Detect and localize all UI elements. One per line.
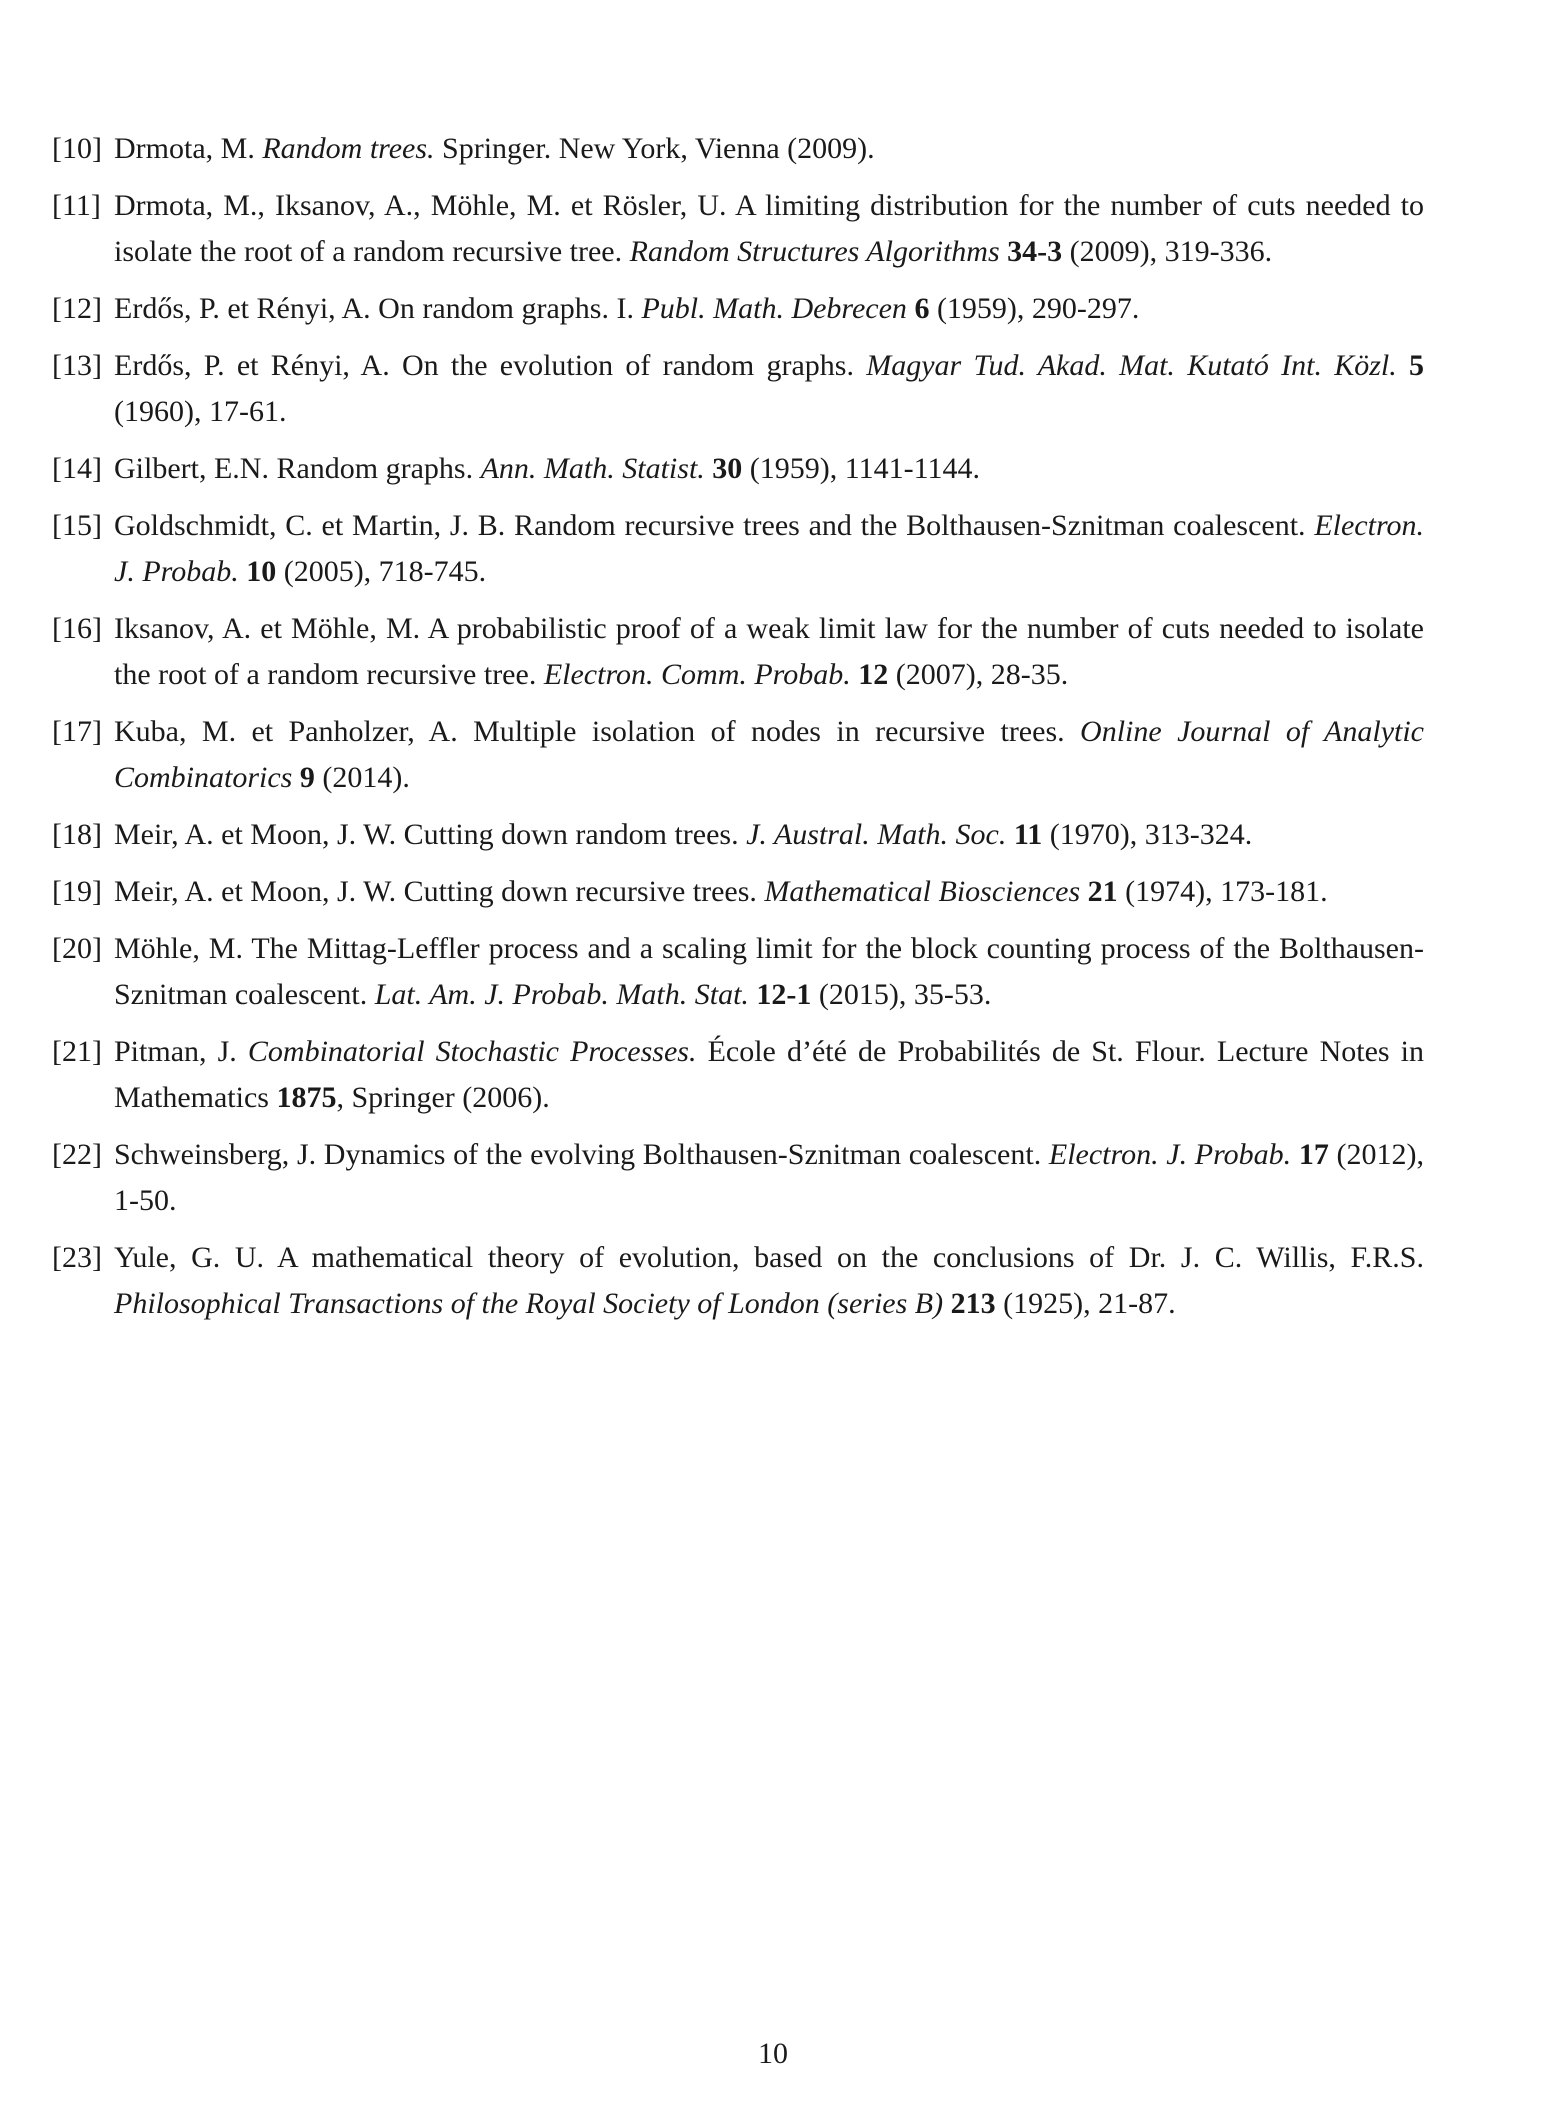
reference-entry	[52, 606, 1424, 698]
reference-volume: 17	[1298, 1138, 1329, 1171]
reference-number: [13]	[52, 349, 102, 382]
reference-journal-title: Magyar Tud. Akad. Mat. Kutató Int. Közl.	[866, 349, 1397, 382]
reference-volume: 30	[712, 452, 743, 485]
reference-text: Meir, A. et Moon, J. W. Cutting down random trees.	[114, 818, 747, 851]
reference-entry	[52, 126, 1424, 172]
reference-volume: 6	[914, 292, 930, 325]
reference-journal-title: J. Austral. Math. Soc.	[746, 818, 1007, 851]
reference-text: Goldschmidt, C. et Martin, J. B. Random recursive trees and the Bolthausen-Sznitman coalescent.	[114, 509, 1315, 542]
reference-text: (2014).	[314, 761, 410, 794]
reference-volume: 11	[1013, 818, 1043, 851]
reference-volume: 12-1	[756, 978, 812, 1011]
reference-number: [16]	[52, 612, 102, 645]
reference-text	[1291, 1138, 1299, 1171]
reference-number: [14]	[52, 452, 102, 485]
reference-text: Schweinsberg, J. Dynamics of the evolving Bolthausen-Sznitman coalescent.	[114, 1138, 1049, 1171]
reference-text: Springer. New York, Vienna (2009).	[434, 132, 875, 165]
reference-entry	[52, 446, 1424, 492]
page-number: 10	[758, 2037, 788, 2070]
reference-journal-title: Random trees.	[262, 132, 435, 165]
reference-text: (2015), 35-53.	[811, 978, 992, 1011]
reference-number: [11]	[52, 189, 101, 222]
reference-text: (1925), 21-87.	[995, 1287, 1176, 1320]
reference-journal-title: Electron. J. Probab.	[1048, 1138, 1292, 1171]
reference-text	[943, 1287, 951, 1320]
reference-number: [19]	[52, 875, 102, 908]
reference-text: (2012), 1-50.	[114, 1138, 1425, 1217]
reference-entry	[52, 1132, 1424, 1224]
reference-text: , Springer (2006).	[336, 1081, 550, 1114]
reference-text: (1959), 290-297.	[929, 292, 1140, 325]
reference-text: (1959), 1141-1144.	[742, 452, 981, 485]
reference-text: Möhle, M. The Mittag-Leffler process and a scaling limit for the block counting process of the Bolthausen-Sznitman coalescent.	[114, 932, 1424, 1011]
reference-number: [23]	[52, 1241, 102, 1274]
reference-entry	[52, 503, 1424, 595]
reference-text: Drmota, M.	[114, 132, 263, 165]
reference-number: [12]	[52, 292, 102, 325]
reference-entry	[52, 926, 1424, 1018]
reference-volume: 9	[299, 761, 315, 794]
reference-journal-title: Electron. Comm. Probab.	[543, 658, 851, 691]
reference-journal-title: Publ. Math. Debrecen	[641, 292, 907, 325]
reference-volume: 5	[1409, 349, 1424, 382]
reference-volume: 12	[858, 658, 889, 691]
reference-text	[1080, 875, 1088, 908]
reference-text: Gilbert, E.N. Random graphs.	[114, 452, 481, 485]
reference-text	[1397, 349, 1409, 382]
reference-number: [10]	[52, 132, 102, 165]
reference-journal-title: Mathematical Biosciences	[764, 875, 1081, 908]
reference-text	[1006, 818, 1014, 851]
reference-journal-title: Electron. J. Probab.	[114, 509, 1424, 588]
reference-text: Iksanov, A. et Möhle, M. A probabilistic proof of a weak limit law for the number of cuts needed to isolate the root of a random recursive tree.	[114, 612, 1424, 691]
reference-entry	[52, 869, 1424, 915]
reference-text: (2007), 28-35.	[888, 658, 1069, 691]
reference-entry	[52, 183, 1424, 275]
reference-text: Erdős, P. et Rényi, A. On random graphs. I.	[114, 292, 642, 325]
reference-volume: 34-3	[1007, 235, 1063, 268]
reference-text: (1960), 17-61.	[114, 395, 287, 428]
reference-journal-title: Random Structures Algorithms	[629, 235, 1000, 268]
reference-text: (2009), 319-336.	[1062, 235, 1273, 268]
reference-text: Kuba, M. et Panholzer, A. Multiple isolation of nodes in recursive trees.	[114, 715, 1081, 748]
reference-entry	[52, 343, 1424, 435]
reference-journal-title: Online Journal of Analytic Combinatorics	[114, 715, 1424, 794]
reference-text	[292, 761, 300, 794]
reference-number: [17]	[52, 715, 102, 748]
reference-entry	[52, 1235, 1424, 1327]
reference-journal-title: Lat. Am. J. Probab. Math. Stat.	[374, 978, 749, 1011]
reference-entry	[52, 709, 1424, 801]
reference-entry	[52, 1029, 1424, 1121]
reference-text: (1970), 313-324.	[1042, 818, 1253, 851]
reference-volume: 21	[1087, 875, 1118, 908]
reference-entry	[52, 812, 1424, 858]
reference-text: (2005), 718-745.	[276, 555, 487, 588]
reference-number: [22]	[52, 1138, 102, 1171]
reference-journal-title: Combinatorial Stochastic Processes.	[247, 1035, 697, 1068]
reference-volume: 10	[246, 555, 277, 588]
reference-volume: 1875	[276, 1081, 337, 1114]
reference-number: [15]	[52, 509, 102, 542]
reference-text: Yule, G. U. A mathematical theory of evolution, based on the conclusions of Dr. J. C. Willis, F.R.S.	[114, 1241, 1424, 1274]
bibliography-list	[52, 126, 1424, 1338]
reference-text: Drmota, M., Iksanov, A., Möhle, M. et Rösler, U. A limiting distribution for the number of cuts needed to isolate the root of a random recursive tree.	[114, 189, 1424, 268]
reference-text: Meir, A. et Moon, J. W. Cutting down recursive trees.	[114, 875, 765, 908]
reference-number: [21]	[52, 1035, 102, 1068]
reference-journal-title: Philosophical Transactions of the Royal Society of London (series B)	[114, 1287, 944, 1320]
reference-text: (1974), 173-181.	[1117, 875, 1328, 908]
reference-text: Erdős, P. et Rényi, A. On the evolution of random graphs.	[114, 349, 867, 382]
reference-number: [20]	[52, 932, 102, 965]
reference-entry	[52, 286, 1424, 332]
reference-number: [18]	[52, 818, 102, 851]
reference-journal-title: Ann. Math. Statist.	[480, 452, 705, 485]
reference-text: Pitman, J.	[114, 1035, 248, 1068]
reference-text: École d’été de Probabilités de St. Flour. Lecture Notes in Mathematics	[114, 1035, 1425, 1114]
reference-volume: 213	[950, 1287, 996, 1320]
